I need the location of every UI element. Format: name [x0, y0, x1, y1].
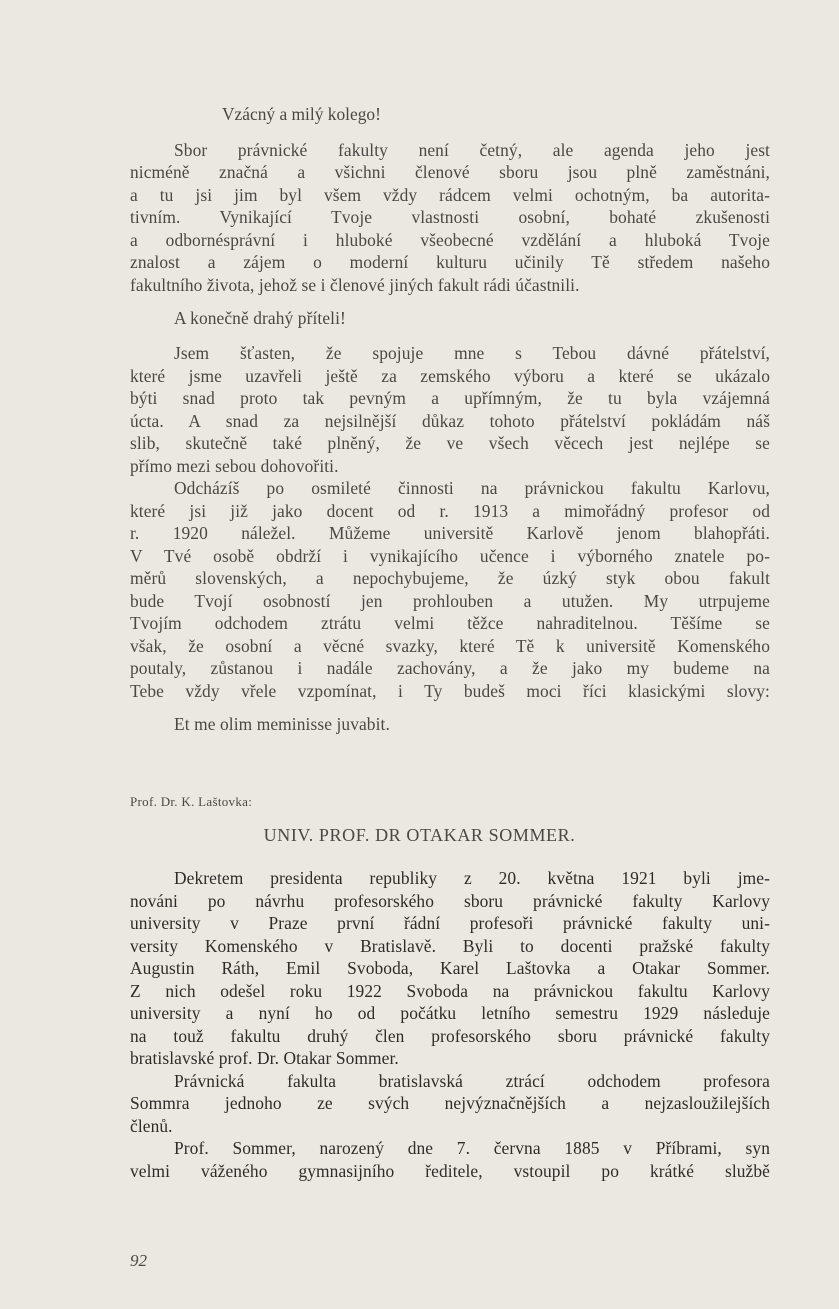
- letter-greeting: Vzácný a milý kolego!: [222, 104, 381, 124]
- text-line: Tvojím odchodem ztrátu velmi těžce nahraditelnou. Těšíme se: [130, 613, 770, 633]
- text-line: znalost a zájem o moderní kulturu učinily Tě středem našeho: [130, 252, 770, 272]
- text-line: měrů slovenských, a nepochybujeme, že úzký styk obou fakult: [130, 568, 770, 588]
- article-byline: Prof. Dr. K. Laštovka:: [130, 794, 253, 809]
- text-line: Dekretem presidenta republiky z 20. května 1921 byli jme-: [174, 868, 770, 888]
- text-line: Sbor právnické fakulty není četný, ale agenda jeho jest: [174, 140, 770, 160]
- text-line: které jsi již jako docent od r. 1913 a mimořádný profesor od: [130, 501, 770, 521]
- text-line: university a nyní ho od počátku letního semestru 1929 následuje: [130, 1003, 770, 1023]
- text-line: velmi váženého gymnasijního ředitele, vstoupil po krátké službě: [130, 1161, 770, 1181]
- text-line: Prof. Sommer, narozený dne 7. června 1885 v Příbrami, syn: [174, 1138, 770, 1158]
- text-line: které jsme uzavřeli ještě za zemského výboru a které se ukázalo: [130, 366, 770, 386]
- text-line: na touž fakultu druhý člen profesorského sboru právnické fakulty: [130, 1026, 770, 1046]
- text-line: Jsem šťasten, že spojuje mne s Tebou dávné přátelství,: [174, 343, 770, 363]
- text-line: fakultního života, jehož se i členové jiných fakult rádi účastnili.: [130, 275, 580, 295]
- text-line: však, že osobní a věcné svazky, které Tě k universitě Komenského: [130, 636, 770, 656]
- text-line: r. 1920 náležel. Můžeme universitě Karlově jenom blahopřáti.: [130, 523, 770, 543]
- text-line: býti snad proto tak pevným a upřímným, že tu byla vzájemná: [130, 388, 770, 408]
- article-heading: UNIV. PROF. DR OTAKAR SOMMER.: [263, 825, 576, 845]
- text-line: bude Tvojí osobností jen prohlouben a utužen. My utrpujeme: [130, 591, 770, 611]
- text-line: bratislavské prof. Dr. Otakar Sommer.: [130, 1048, 399, 1068]
- text-line: nováni po návrhu profesorského sboru právnické fakulty Karlovy: [130, 891, 770, 911]
- text-line: Tebe vždy vřele vzpomínat, i Ty budeš moci říci klasickými slovy:: [130, 681, 770, 701]
- text-line: tivním. Vynikající Tvoje vlastnosti osobní, bohaté zkušenosti: [130, 207, 770, 227]
- text-line: úcta. A snad za nejsilnější důkaz tohoto přátelství pokládám náš: [130, 411, 770, 431]
- latin-quote: Et me olim meminisse juvabit.: [174, 714, 390, 734]
- text-line: V Tvé osobě obdrží i vynikajícího učence i výborného znatele po-: [130, 546, 770, 566]
- text-line: členů.: [130, 1116, 173, 1136]
- text-line: přímo mezi sebou dohovořiti.: [130, 456, 339, 476]
- text-line: nicméně značná a všichni členové sboru jsou plně zaměstnáni,: [130, 162, 770, 182]
- text-line: Sommra jednoho ze svých nejvýznačnějších a nejzasloužilejších: [130, 1093, 770, 1113]
- text-line: versity Komenského v Bratislavě. Byli to docenti pražské fakulty: [130, 936, 770, 956]
- text-line: a odbornésprávní i hluboké všeobecné vzdělání a hluboká Tvoje: [130, 230, 770, 250]
- text-line: Právnická fakulta bratislavská ztrácí odchodem profesora: [174, 1071, 770, 1091]
- page-number: 92: [130, 1251, 147, 1270]
- letter-greeting-friend: A konečně drahý příteli!: [174, 308, 346, 328]
- text-line: Z nich odešel roku 1922 Svoboda na právnickou fakultu Karlovy: [130, 981, 770, 1001]
- text-line: Augustin Ráth, Emil Svoboda, Karel Laštovka a Otakar Sommer.: [130, 958, 770, 978]
- text-line: university v Praze první řádní profesoři právnické fakulty uni-: [130, 913, 770, 933]
- text-line: Odcházíš po osmileté činnosti na právnickou fakultu Karlovu,: [174, 478, 770, 498]
- text-line: poutaly, zůstanou i nadále zachovány, a že jako my budeme na: [130, 658, 770, 678]
- text-line: a tu jsi jim byl všem vždy rádcem velmi ochotným, ba autorita-: [130, 185, 770, 205]
- text-line: slib, skutečně také plněný, že ve všech věcech jest nejlépe se: [130, 433, 770, 453]
